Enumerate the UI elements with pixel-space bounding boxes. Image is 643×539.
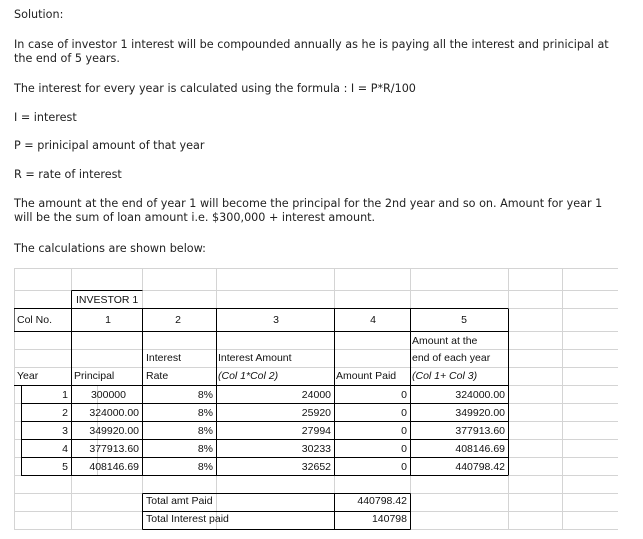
cell-principal: 349920.00 bbox=[89, 425, 139, 437]
cell-year: 4 bbox=[62, 443, 68, 455]
paragraph-calculations-intro: The calculations are shown below: bbox=[14, 242, 206, 255]
cell-principal: 408146.69 bbox=[89, 461, 139, 473]
definition-rate: R = rate of interest bbox=[14, 168, 122, 181]
cell-year: 5 bbox=[62, 461, 68, 473]
header-rate-line2: Rate bbox=[146, 370, 169, 382]
definition-interest: I = interest bbox=[14, 111, 77, 124]
header-interest-line2: (Col 1*Col 2) bbox=[218, 370, 279, 382]
paragraph-amount-explanation: The amount at the end of year 1 will become the principal for the 2nd year and so on. Amount for year 1 will be the sum of loan amount i.e. $300,000 + interest amount. bbox=[14, 197, 603, 224]
cell-end-amount: 440798.42 bbox=[455, 461, 505, 473]
total-paid-value: 440798.42 bbox=[357, 495, 407, 507]
cell-principal: 377913.60 bbox=[89, 443, 139, 455]
cell-end-amount: 377913.60 bbox=[455, 425, 505, 437]
col-number-3: 3 bbox=[273, 314, 279, 326]
cell-amount-paid: 0 bbox=[401, 425, 407, 437]
cell-interest: 30233 bbox=[301, 443, 331, 455]
cell-rate: 8% bbox=[197, 425, 213, 437]
cell-interest: 27994 bbox=[301, 425, 331, 437]
cell-amount-paid: 0 bbox=[401, 407, 407, 419]
cell-end-amount: 349920.00 bbox=[455, 407, 505, 419]
cell-rate: 8% bbox=[197, 389, 213, 401]
cell-end-amount: 408146.69 bbox=[455, 443, 505, 455]
definition-principal: P = prinicipal amount of that year bbox=[14, 139, 205, 152]
cell-interest: 32652 bbox=[301, 461, 331, 473]
header-amount-paid: Amount Paid bbox=[336, 370, 397, 382]
col-no-label: Col No. bbox=[17, 314, 53, 326]
investor-label: INVESTOR 1 bbox=[76, 294, 139, 306]
spreadsheet-table bbox=[14, 268, 618, 538]
header-end-amount-line2: end of each year bbox=[412, 352, 491, 364]
cell-year: 1 bbox=[62, 389, 68, 401]
solution-label: Solution: bbox=[14, 8, 64, 21]
cell-amount-paid: 0 bbox=[401, 389, 407, 401]
cell-principal: 324000.00 bbox=[89, 407, 139, 419]
header-end-amount-line1: Amount at the bbox=[412, 335, 478, 347]
cell-amount-paid: 0 bbox=[401, 443, 407, 455]
cell-rate: 8% bbox=[197, 461, 213, 473]
header-rate-line1: Interest bbox=[146, 352, 182, 364]
paragraph-formula: The interest for every year is calculated using the formula : I = P*R/100 bbox=[14, 82, 416, 95]
header-year: Year bbox=[17, 370, 39, 382]
total-interest-label: Total Interest paid bbox=[146, 513, 229, 525]
col-number-4: 4 bbox=[370, 314, 376, 326]
cell-interest: 24000 bbox=[301, 389, 331, 401]
col-number-5: 5 bbox=[461, 314, 467, 326]
header-end-amount-line3: (Col 1+ Col 3) bbox=[412, 370, 478, 382]
cell-amount-paid: 0 bbox=[401, 461, 407, 473]
cell-year: 3 bbox=[62, 425, 68, 437]
cell-principal: 300000 bbox=[90, 389, 126, 401]
cell-rate: 8% bbox=[197, 443, 213, 455]
total-paid-label: Total amt Paid bbox=[146, 495, 213, 507]
cell-rate: 8% bbox=[197, 407, 213, 419]
paragraph-compounding: In case of investor 1 interest will be compounded annually as he is paying all the interest and prinicipal at the end of 5 years. bbox=[14, 38, 609, 65]
header-interest-line1: Interest Amount bbox=[218, 352, 292, 364]
cell-interest: 25920 bbox=[301, 407, 331, 419]
col-number-1: 1 bbox=[105, 314, 111, 326]
total-interest-value: 140798 bbox=[371, 513, 407, 525]
cell-year: 2 bbox=[62, 407, 68, 419]
col-number-2: 2 bbox=[175, 314, 181, 326]
cell-end-amount: 324000.00 bbox=[455, 389, 505, 401]
header-principal: Principal bbox=[74, 370, 115, 382]
